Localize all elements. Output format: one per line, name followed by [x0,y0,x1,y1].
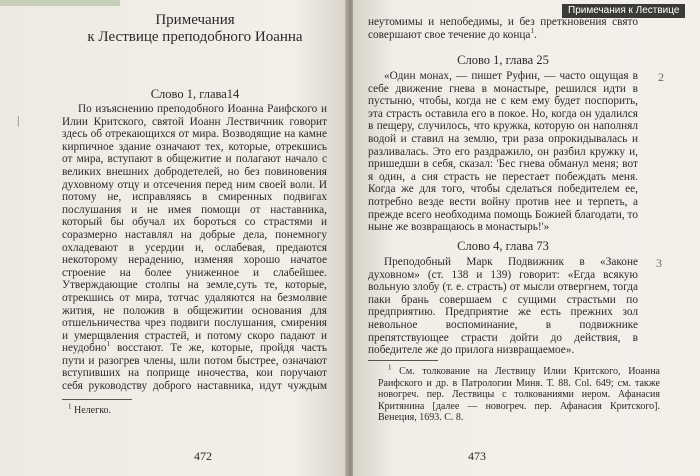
footnote-ref-left: 1 [106,340,111,349]
footnote-text-right: См. толкование на Лествицу Илии Критского, Иоанна Раифского и др. в Патрологии Миня. Т. 88. Col. 649; см. также новогреч. пер. Лествицы с толкованиями иером. Афанасия Критянина [далее — новогреч. пер. Афанасия Критского]. Венеция, 1693. С. 8. [378,366,660,423]
margin-mark-3: 3 [656,256,662,270]
right-paragraph-1-text: «Один монах, — пишет Руфин, — часто ощущая в себе движение гнева в монастыре, решился идти в пустыню, чтобы, когда не с кем ему будет поспорить, эта страсть оставила его в покое. Но, когда он удалился в пещеру, случилось, что кружка, которую он наполнял водой и ставил на землю, три раза опрокидывалась и разливалась. Это его раздражило, он разбил кружку и, пришедши в себя, сказал: 'Бес гнева обманул меня; вот я один, а сия страсть не перестает побеждать меня. Когда же для того, чтобы сделаться победителем ее, потребно везде вести войну против нее и терпеть, а прежде всего необходима помощь Божией благодати, то ныне же возвращаюсь в монастырь!'» [368,70,638,234]
right-paragraph-2 [368,256,638,357]
left-page [0,0,347,476]
page-number-left: 472 [194,449,212,463]
chapter-heading-right-2: Слово 4, глава 73 [457,239,549,253]
right-top-paragraph [368,16,638,41]
title-line-2: к Лествице преподобного Иоанна [87,29,303,45]
notes-title [70,12,320,46]
left-paragraph-text: По изъяснению преподобного Иоанна Раифского и Илии Критского, святой Иоанн Лествичник говорит здесь об отрекающихся от мира. Возводящие на камне кирпичное здание означают тех, которые, отрекшись от мира, вступают в общежитие и полагают начало с великих внешних добродетелей, но без повиновения духовному отцу и отсечения перед ним своей воли. И потому не, исправляясь в смиренных подвигах послушания и не имея помощи от наставника, который бы обучал их бороться со страстями и соразмерно наставлял на добрые дела, понемногу охладевают в усердии и, ослабевая, предаются некоторому нерадению, изменяя хорошо начатое строение на более униженное и слабейшее. Утверждающие столпы на земле,суть те, которые, отрекшись от мира, тотчас удаляются на безмолвие жития, не положив в общежитии основания для отшельничества чрез подвиги послушания, смирения и умерщвления страстей, и потому скоро падают и неудобно [62,103,327,355]
footnote-ref-right: 1 [530,26,534,35]
chapter-heading-right-1: Слово 1, глава 25 [457,53,549,67]
left-paragraph-tail: восстают. Те же, которые, пройдя часть пути и разогрев члены, шли потом быстрее, означают вступивших на поприще иночества, кои поручают себя руководству доброго наставника, идут чуждым [62,342,327,393]
footnote-text-left: Нелегко. [71,405,112,416]
footnote-rule-right [368,360,438,361]
footnote-rule-left [62,399,132,400]
footnote-left [68,402,288,417]
right-top-tail: . [533,28,537,41]
right-paragraph-1 [368,70,638,234]
right-paragraph-2-text: Преподобный Марк Подвижник в «Законе духовном» (ст. 138 и 139) говорит: «Егда всякую вольную злобу (т. е. страсть) от мысли отвергнем, тогда паки брань совершаем с сущими страстьми по предприятию. Предприятие же есть прежних зол невольное воспоминание, в подвижнике препятствующее страсти дойти до действия, в победителе же до прилога низвращаемое». [368,256,638,357]
left-paragraph [62,103,327,393]
running-head: Примечания к Лествице [562,4,685,18]
footnote-number-left: 1 [68,402,72,411]
title-line-1: Примечания [155,12,235,28]
margin-mark-2: 2 [658,70,664,84]
footnote-number-right: 1 [388,363,392,372]
left-body-text [62,103,327,393]
page-number-right: 473 [468,449,486,463]
chapter-heading-left: Слово 1, глава14 [150,87,240,101]
page-corner-shade [0,0,120,6]
right-top-text [368,16,638,41]
footnote-right-paragraph [378,363,660,424]
margin-mark-left: | [17,113,20,127]
right-top-text-span: неутомимы и непобедимы, и без преткновения свято совершают свое течение до конца [368,16,638,41]
footnote-right [378,363,660,424]
